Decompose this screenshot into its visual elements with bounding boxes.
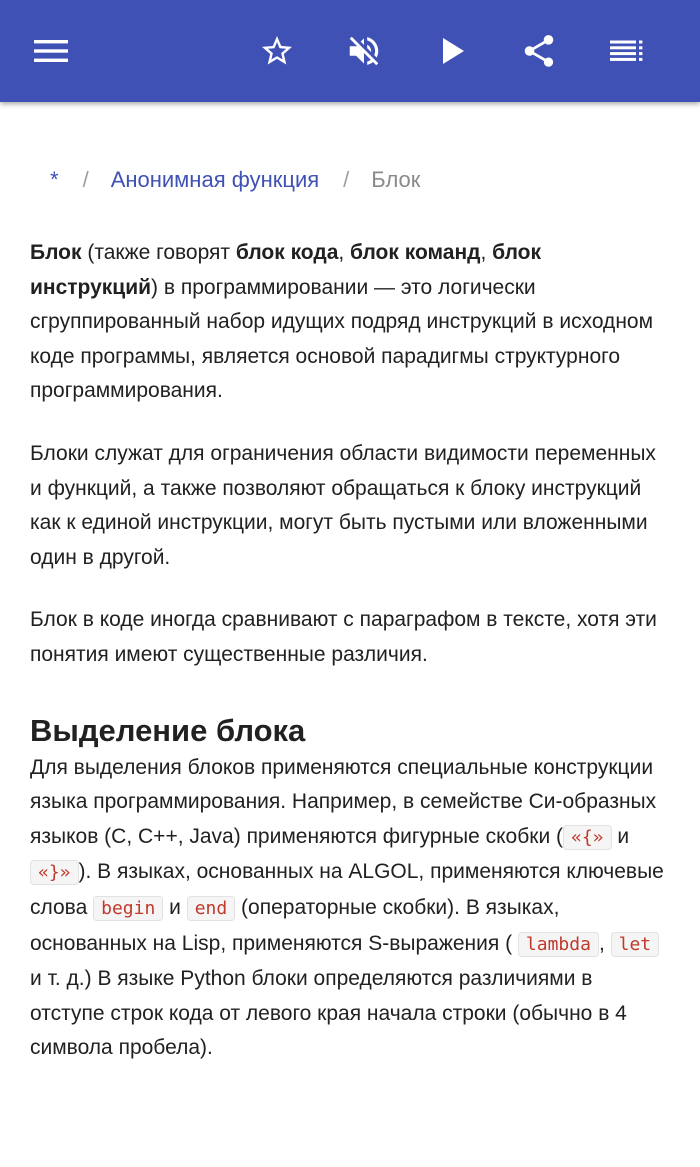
breadcrumb-root-link[interactable]: * xyxy=(50,167,59,192)
term-bold: блок команд xyxy=(350,241,481,264)
code-snippet: «}» xyxy=(30,860,79,885)
mute-button[interactable] xyxy=(336,22,392,80)
code-snippet: «{» xyxy=(563,825,612,850)
code-snippet: lambda xyxy=(518,932,599,957)
text-span: , xyxy=(338,241,351,264)
comparison-paragraph: Блок в коде иногда сравнивают с параграфом в тексте, хотя эти понятия имеют существенные различия. xyxy=(30,608,657,666)
breadcrumb-separator: / xyxy=(82,167,89,192)
text-span: (также говорят xyxy=(81,241,236,264)
code-snippet: end xyxy=(187,896,236,921)
intro-paragraph xyxy=(30,236,670,409)
volume-off-icon xyxy=(345,32,383,70)
app-bar xyxy=(0,0,700,102)
text-span: , xyxy=(598,931,611,955)
toc-list-icon xyxy=(610,40,644,62)
text-span: ) в программировании — это логически сгруппированный набор идущих подряд инструкций в исходном коде программы, является основой парадигмы структурного программирования. xyxy=(30,275,654,403)
text-span: и xyxy=(611,824,630,848)
term-bold: Блок xyxy=(30,241,82,264)
breadcrumb-current: Блок xyxy=(371,167,421,192)
syntax-paragraph xyxy=(30,751,670,1066)
breadcrumb xyxy=(30,158,670,202)
text-span: и т. д.) В языке Python блоки определяются различиями в отступе строк кода от левого края начала строки (обычно в 4 символа пробела). xyxy=(30,967,627,1060)
breadcrumb-parent-link[interactable]: Анонимная функция xyxy=(110,167,320,192)
code-snippet: begin xyxy=(93,896,163,921)
code-snippet: let xyxy=(611,932,660,957)
favorite-button[interactable] xyxy=(249,22,305,80)
contents-button[interactable] xyxy=(599,22,655,80)
breadcrumb-separator: / xyxy=(343,167,350,192)
share-icon xyxy=(520,32,558,70)
text-span: Для выделения блоков применяются специальные конструкции языка программирования. Например, в семействе Си-образных языков (C, C++, Java) применяются фигурные скобки ( xyxy=(30,755,657,848)
menu-button[interactable] xyxy=(23,22,79,80)
text-span: ). В языках, основанных на ALGOL, применяются ключевые слова xyxy=(30,860,664,919)
text-span: (операторные скобки). В языках, основанных на Lisp, применяются S-выражения ( xyxy=(30,895,560,955)
text-span: , xyxy=(480,241,493,264)
term-bold: блок инструкций xyxy=(30,241,541,299)
section-heading: Выделение блока xyxy=(30,712,306,748)
term-bold: блок кода xyxy=(235,241,339,264)
play-icon xyxy=(440,37,466,65)
scope-paragraph: Блоки служат для ограничения области видимости переменных и функций, а также позволяют обращаться к блоку инструкций как к единой инструкции, могут быть пустыми или вложенными один в другой. xyxy=(30,441,656,569)
article-content xyxy=(30,158,670,1066)
share-button[interactable] xyxy=(511,22,567,80)
play-button[interactable] xyxy=(425,22,481,80)
menu-icon xyxy=(34,39,68,63)
star-outline-icon xyxy=(258,33,296,69)
text-span: и xyxy=(163,895,187,919)
